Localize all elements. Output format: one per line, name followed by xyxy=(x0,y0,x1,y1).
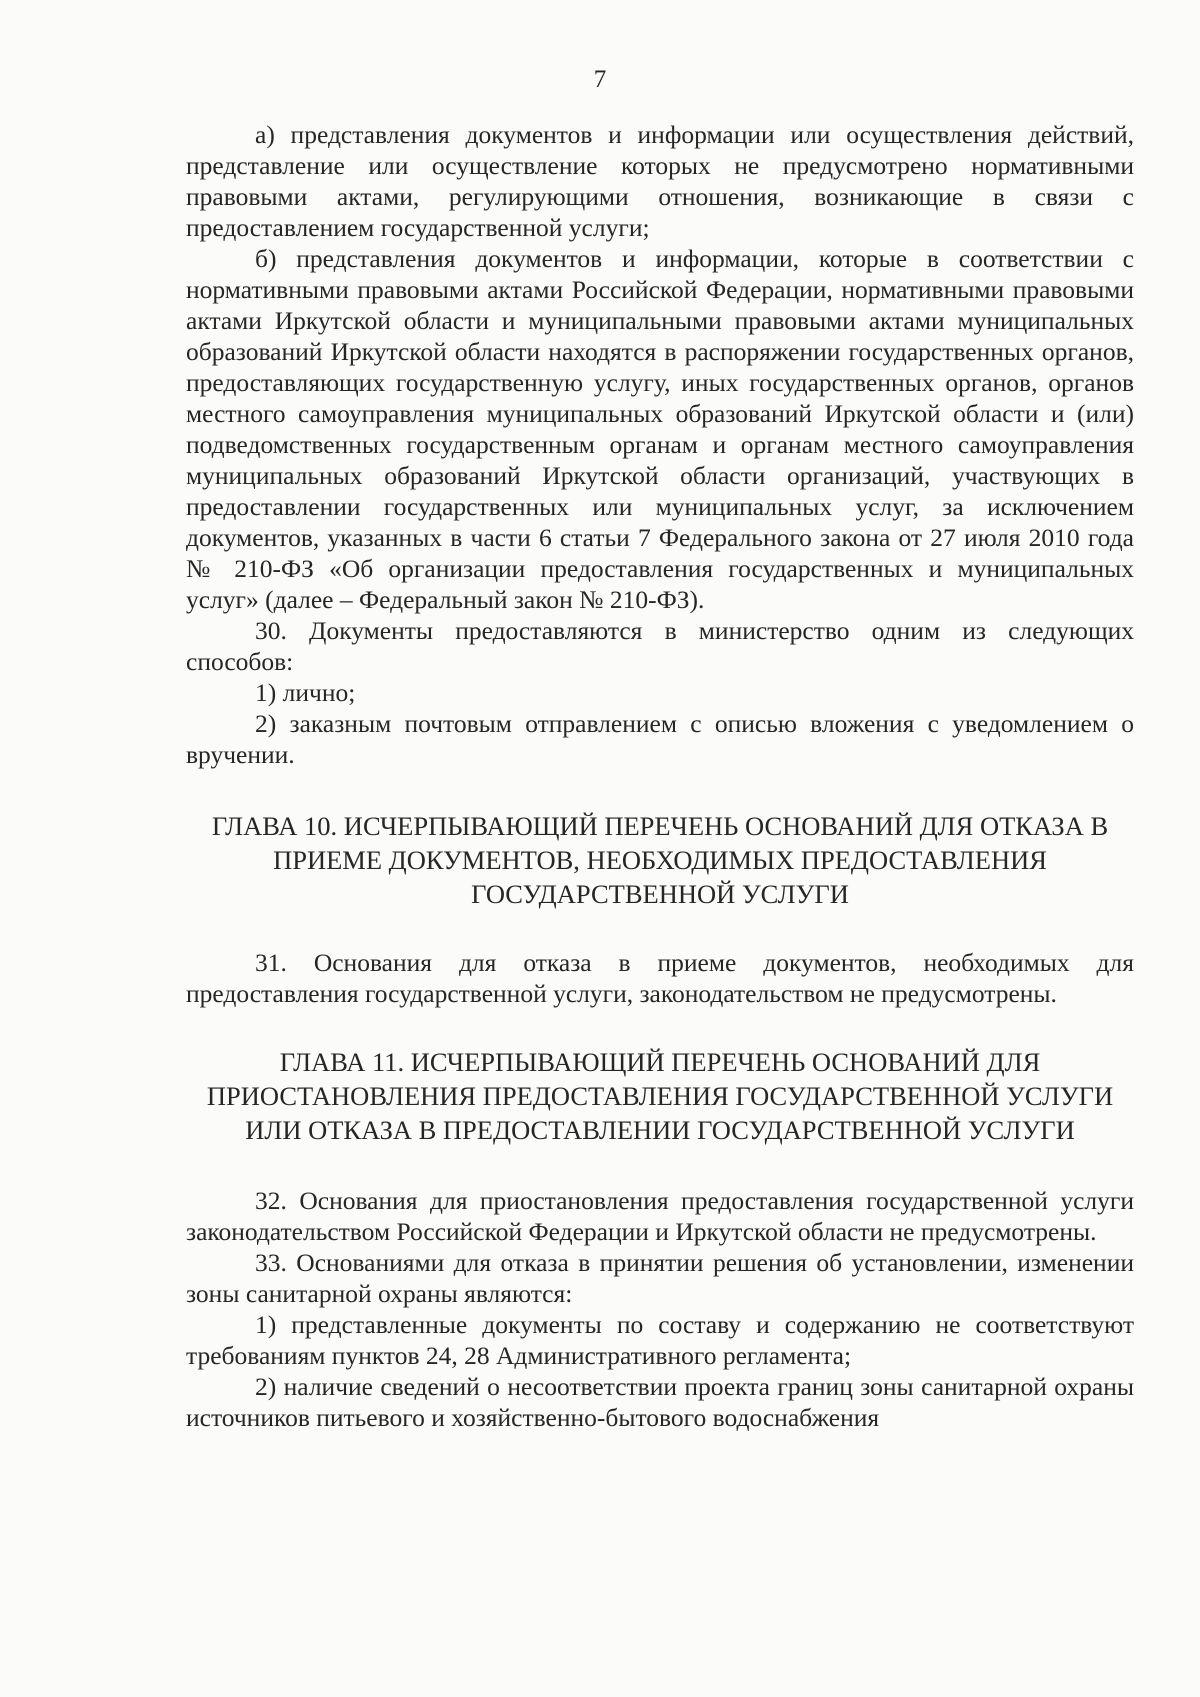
paragraph-31: 31. Основания для отказа в приеме документов, необходимых для предоставления государственной услуги, законодательством не предусмотрены. xyxy=(186,948,1134,1008)
paragraph-item-a: а) представления документов и информации или осуществления действий, представление или осуществление которых не предусмотрено нормативными правовыми актами, регулирующими отношения, возникающие в связи с предоставлением государственной услуги; xyxy=(186,120,1134,242)
paragraph-32: 32. Основания для приостановления предоставления государственной услуги законодательством Российской Федерации и Иркутской области не предусмотрены. xyxy=(186,1186,1134,1246)
document-body xyxy=(186,119,1134,1433)
paragraph-30: 30. Документы предоставляются в министерство одним из следующих способов: xyxy=(186,616,1134,676)
chapter-11-heading: ГЛАВА 11. ИСЧЕРПЫВАЮЩИЙ ПЕРЕЧЕНЬ ОСНОВАНИЙ ДЛЯ ПРИОСТАНОВЛЕНИЯ ПРЕДОСТАВЛЕНИЯ ГОСУДАРСТВЕННОЙ УСЛУГИ ИЛИ ОТКАЗА В ПРЕДОСТАВЛЕНИИ ГОСУДАРСТВЕННОЙ УСЛУГИ xyxy=(206,1047,1114,1145)
list-item-2: 2) заказным почтовым отправлением с описью вложения с уведомлением о вручении. xyxy=(186,709,1134,769)
list-item-1: 1) лично; xyxy=(255,678,356,707)
page-number: 7 xyxy=(593,66,607,93)
paragraph-33-item-2: 2) наличие сведений о несоответствии проекта границ зоны санитарной охраны источников питьевого и хозяйственно-бытового водоснабжения xyxy=(186,1372,1134,1432)
paragraph-item-b: б) представления документов и информации, которые в соответствии с нормативными правовыми актами Российской Федерации, нормативными правовыми актами Иркутской области и муниципальными правовыми актами муниципальных образований Иркутской области находятся в распоряжении государственных органов, предоставляющих государственную услугу, иных государственных органов, органов местного самоуправления муниципальных образований Иркутской области и (или) подведомственных государственным органам и органам местного самоуправления муниципальных образований Иркутской области организаций, участвующих в предоставлении государственных или муниципальных услуг, за исключением документов, указанных в части 6 статьи 7 Федерального закона от 27 июля 2010 года № 210-ФЗ «Об организации предоставления государственных и муниципальных услуг» (далее – Федеральный закон № 210-ФЗ). xyxy=(186,244,1134,614)
chapter-10-heading: ГЛАВА 10. ИСЧЕРПЫВАЮЩИЙ ПЕРЕЧЕНЬ ОСНОВАНИЙ ДЛЯ ОТКАЗА В ПРИЕМЕ ДОКУМЕНТОВ, НЕОБХОДИМЫХ ПРЕДОСТАВЛЕНИЯ ГОСУДАРСТВЕННОЙ УСЛУГИ xyxy=(211,811,1109,909)
paragraph-33: 33. Основаниями для отказа в принятии решения об установлении, изменении зоны санитарной охраны являются: xyxy=(186,1248,1134,1308)
paragraph-33-item-1: 1) представленные документы по составу и содержанию не соответствуют требованиям пунктов 24, 28 Административного регламента; xyxy=(186,1310,1134,1370)
